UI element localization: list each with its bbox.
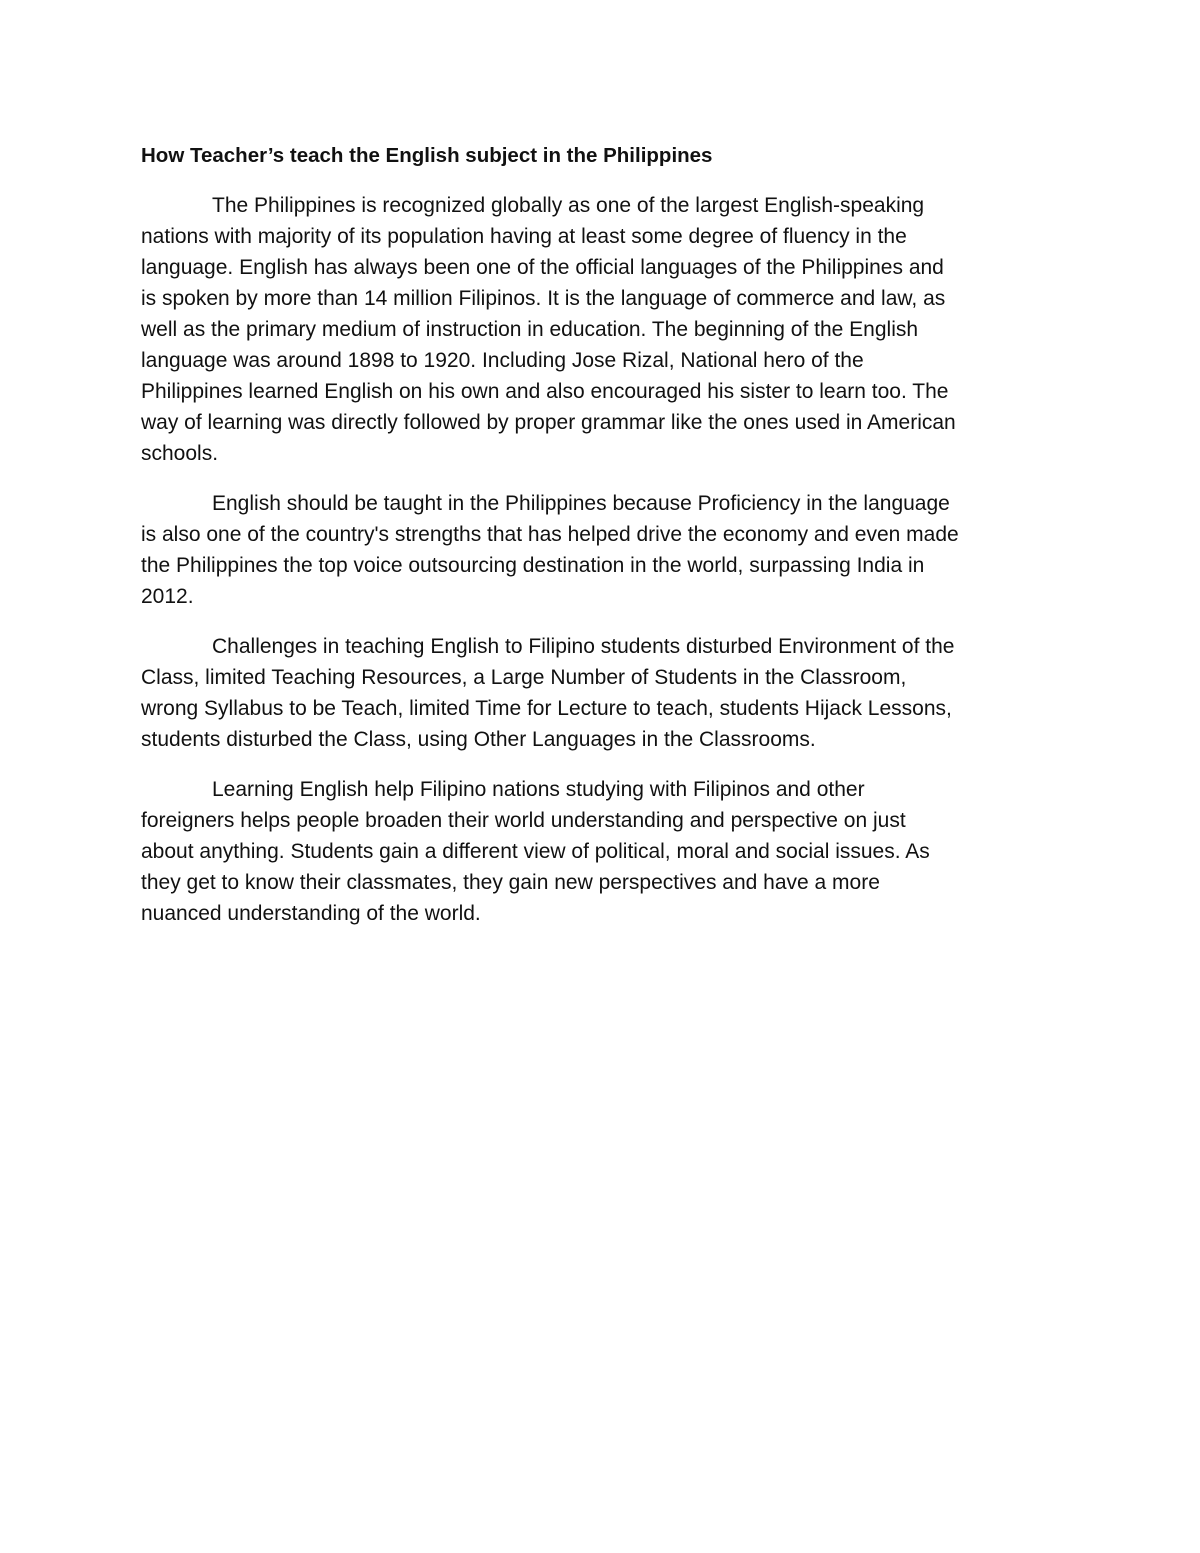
paragraph-line: well as the primary medium of instruction in education. The beginning of the English <box>141 318 919 341</box>
paragraph-line: Challenges in teaching English to Filipino students disturbed Environment of the <box>212 635 955 658</box>
paragraph-2 <box>141 488 1066 612</box>
paragraph-line: students disturbed the Class, using Other Languages in the Classrooms. <box>141 728 816 751</box>
paragraph-line: is spoken by more than 14 million Filipinos. It is the language of commerce and law, as <box>141 287 946 310</box>
paragraph-line: Learning English help Filipino nations studying with Filipinos and other <box>212 778 865 801</box>
paragraph-line: wrong Syllabus to be Teach, limited Time for Lecture to teach, students Hijack Lessons, <box>141 697 952 720</box>
paragraph-line: language. English has always been one of the official languages of the Philippines and <box>141 256 944 279</box>
paragraph-4 <box>141 774 1066 929</box>
paragraph-line: about anything. Students gain a different view of political, moral and social issues. As <box>141 840 930 863</box>
paragraph-line: Class, limited Teaching Resources, a Large Number of Students in the Classroom, <box>141 666 907 689</box>
paragraph-line: The Philippines is recognized globally as one of the largest English-speaking <box>212 194 925 217</box>
paragraph-line: nations with majority of its population having at least some degree of fluency in the <box>141 225 907 248</box>
paragraph-line: nuanced understanding of the world. <box>141 902 481 925</box>
document-body <box>141 140 1066 948</box>
paragraph-line: foreigners helps people broaden their world understanding and perspective on just <box>141 809 906 832</box>
paragraph-1 <box>141 190 1066 469</box>
paragraph-line: way of learning was directly followed by proper grammar like the ones used in American <box>141 411 956 434</box>
paragraph-line: is also one of the country's strengths that has helped drive the economy and even made <box>141 523 959 546</box>
paragraph-line: language was around 1898 to 1920. Including Jose Rizal, National hero of the <box>141 349 864 372</box>
paragraph-line: the Philippines the top voice outsourcing destination in the world, surpassing India in <box>141 554 925 577</box>
paragraph-line: Philippines learned English on his own and also encouraged his sister to learn too. The <box>141 380 949 403</box>
paragraph-line: English should be taught in the Philippines because Proficiency in the language <box>212 492 950 515</box>
document-title: How Teacher’s teach the English subject in the Philippines <box>141 144 713 167</box>
paragraph-line: they get to know their classmates, they gain new perspectives and have a more <box>141 871 880 894</box>
paragraph-3 <box>141 631 1066 755</box>
paragraph-line: 2012. <box>141 585 194 608</box>
paragraph-line: schools. <box>141 442 219 465</box>
